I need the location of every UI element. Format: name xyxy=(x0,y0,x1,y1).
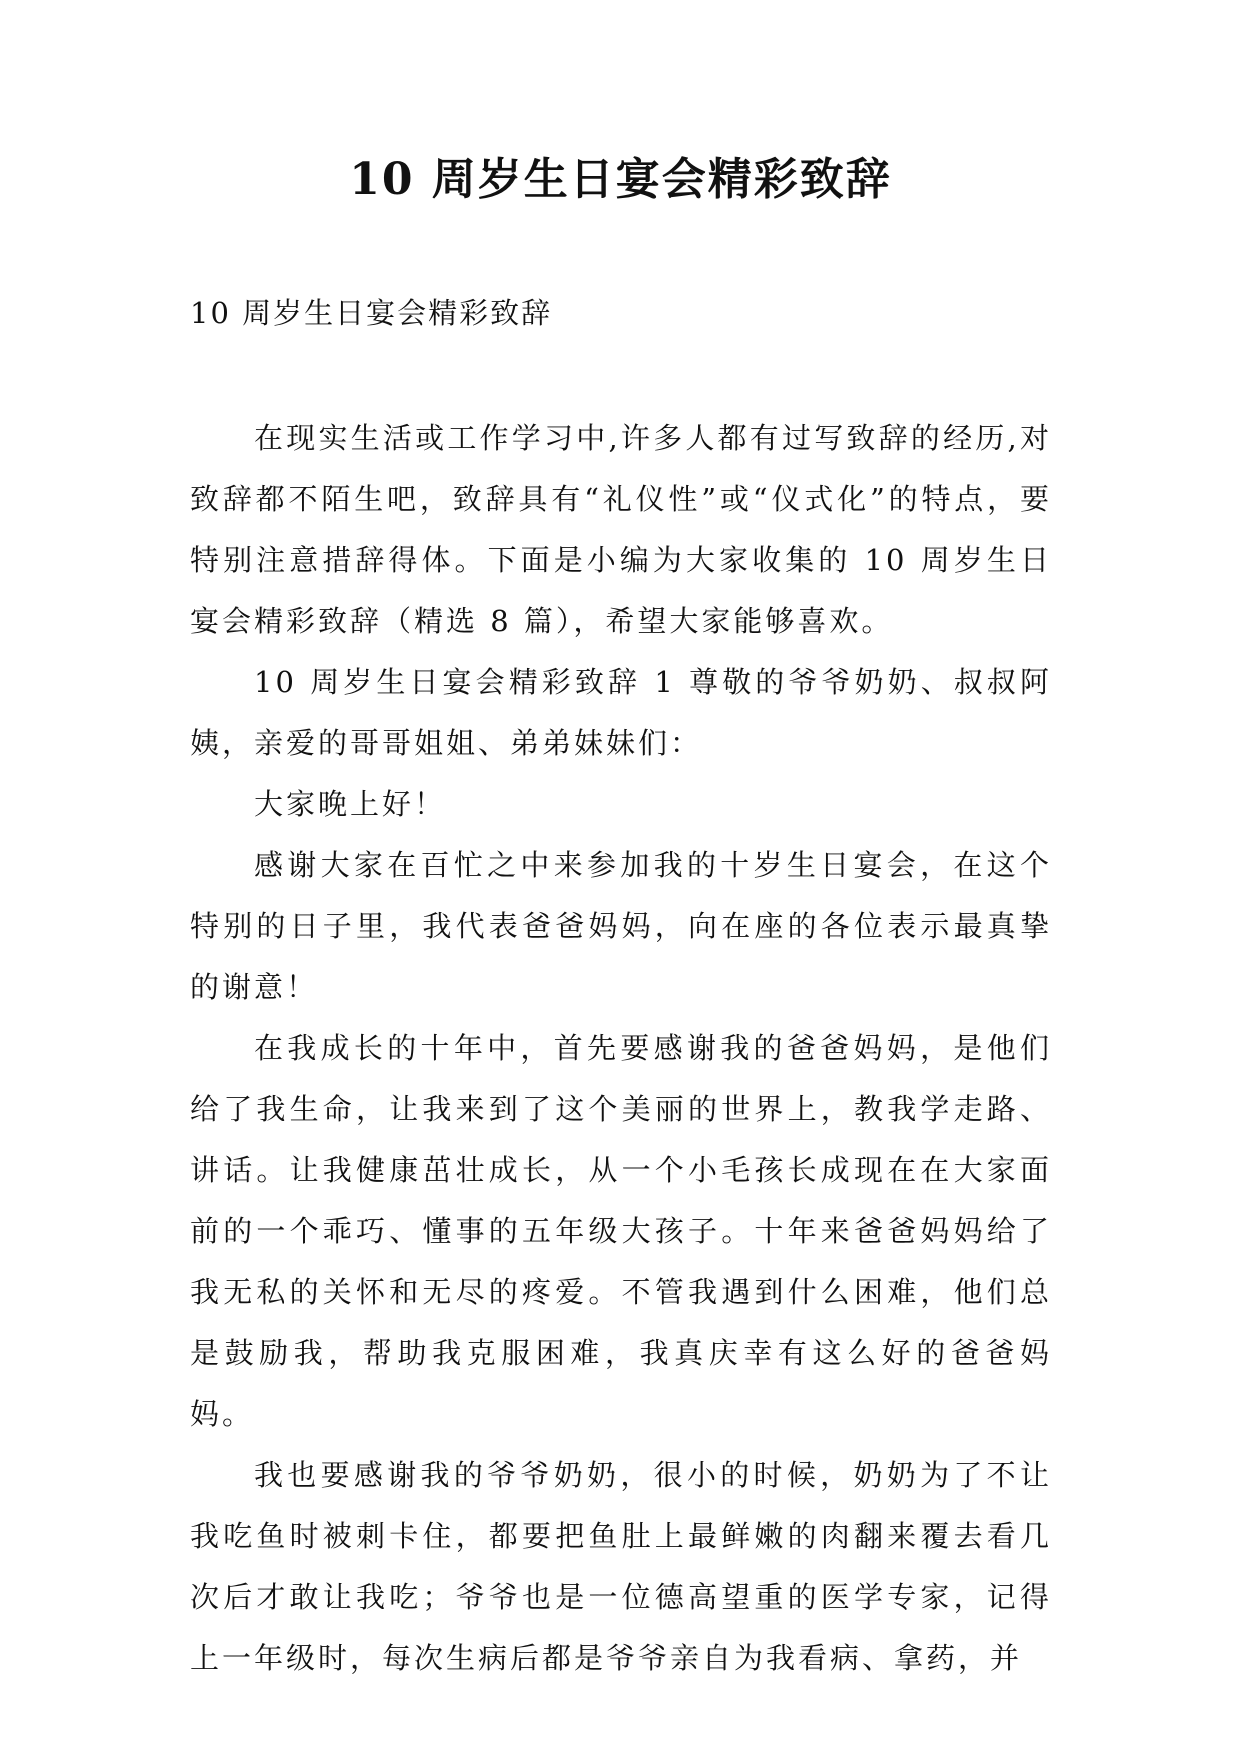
paragraph-parents: 在我成长的十年中，首先要感谢我的爸爸妈妈，是他们给了我生命，让我来到了这个美丽的世界上，教我学走路、讲话。让我健康茁壮成长，从一个小毛孩长成现在在大家面前的一个乖巧、懂事的五年级大孩子。十年来爸爸妈妈给了我无私的关怀和无尽的疼爱。不管我遇到什么困难，他们总是鼓励我，帮助我克服困难，我真庆幸有这么好的爸爸妈妈。 xyxy=(190,1031,1052,1431)
document-title: 10 周岁生日宴会精彩致辞 xyxy=(349,154,892,205)
paragraph-grandparents: 我也要感谢我的爷爷奶奶，很小的时候，奶奶为了不让我吃鱼时被刺卡住，都要把鱼肚上最鲜嫩的肉翻来覆去看几次后才敢让我吃；爷爷也是一位德高望重的医学专家，记得上一年级时，每次生病后都是爷爷亲自为我看病、拿药，并 xyxy=(190,1458,1052,1675)
paragraph-thanks: 感谢大家在百忙之中来参加我的十岁生日宴会，在这个特别的日子里，我代表爸爸妈妈，向在座的各位表示最真挚的谢意！ xyxy=(190,848,1052,1004)
paragraph-good-evening: 大家晚上好！ xyxy=(254,787,447,821)
paragraph-intro: 在现实生活或工作学习中,许多人都有过写致辞的经历,对致辞都不陌生吧，致辞具有“礼仪性”或“仪式化”的特点，要特别注意措辞得体。下面是小编为大家收集的 10 周岁生日宴会精彩致辞（精选 8 篇），希望大家能够喜欢。 xyxy=(190,421,1052,638)
document-body xyxy=(190,408,1052,1689)
paragraph-greeting-heading: 10 周岁生日宴会精彩致辞 1 尊敬的爷爷奶奶、叔叔阿姨，亲爱的哥哥姐姐、弟弟妹妹们： xyxy=(190,665,1052,760)
document-subtitle: 10 周岁生日宴会精彩致辞 xyxy=(190,296,553,330)
